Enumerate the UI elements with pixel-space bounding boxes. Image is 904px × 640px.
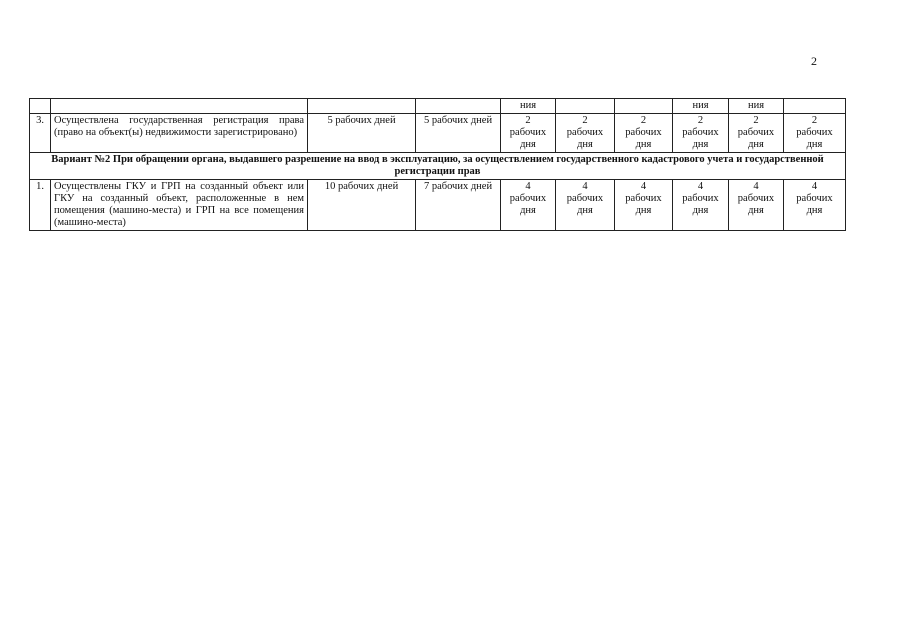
days-cell — [729, 114, 784, 153]
services-timeline-table — [29, 98, 846, 231]
days-number: 4 — [811, 181, 818, 192]
days-number: 2 — [753, 115, 759, 126]
variant-header-row — [30, 153, 846, 180]
days-word: дня — [520, 139, 536, 150]
days-unit: рабочих — [682, 193, 719, 204]
page-number: 2 — [811, 54, 817, 68]
days-number: 2 — [582, 115, 588, 126]
table-row — [30, 114, 846, 153]
days-unit: рабочих — [625, 193, 662, 204]
days-cell — [615, 180, 673, 231]
result-description: Осуществлены ГКУ и ГРП на созданный объект или ГКУ на созданный объект, расположенные в нем помещения (машино-места) и ГРП на все помещения (машино-места) — [51, 180, 308, 231]
days-cell — [784, 180, 846, 231]
term-reduced: 5 рабочих дней — [416, 114, 501, 153]
days-cell — [615, 114, 673, 153]
days-cell — [556, 180, 615, 231]
days-word: дня — [520, 205, 536, 216]
days-unit: рабочих — [566, 193, 604, 204]
days-word: дня — [748, 139, 764, 150]
days-unit: рабочих — [509, 193, 547, 204]
days-cell — [501, 180, 556, 231]
days-unit: рабочих — [509, 127, 547, 138]
continuation-cell — [416, 99, 501, 114]
days-unit: рабочих — [566, 127, 604, 138]
days-word: дня — [635, 139, 652, 150]
days-unit: рабочих — [796, 193, 833, 204]
days-word: дня — [635, 205, 652, 216]
days-number: 4 — [640, 181, 647, 192]
days-word: дня — [692, 139, 709, 150]
term-reduced: 7 рабочих дней — [416, 180, 501, 231]
table-row — [30, 180, 846, 231]
continuation-cell — [615, 99, 673, 114]
continuation-cell: ния — [501, 99, 556, 114]
days-cell — [784, 114, 846, 153]
days-word: дня — [806, 139, 823, 150]
days-word: дня — [748, 205, 764, 216]
days-unit: рабочих — [796, 127, 833, 138]
days-number: 2 — [525, 115, 531, 126]
term-standard: 10 рабочих дней — [308, 180, 416, 231]
days-word: дня — [692, 205, 709, 216]
continuation-cell — [51, 99, 308, 114]
days-unit: рабочих — [737, 127, 775, 138]
days-cell — [501, 114, 556, 153]
days-cell — [673, 180, 729, 231]
continuation-row — [30, 99, 846, 114]
days-cell — [673, 114, 729, 153]
days-number: 4 — [582, 181, 588, 192]
continuation-cell — [30, 99, 51, 114]
days-word: дня — [577, 139, 593, 150]
days-cell — [729, 180, 784, 231]
days-unit: рабочих — [682, 127, 719, 138]
term-standard: 5 рабочих дней — [308, 114, 416, 153]
days-word: дня — [577, 205, 593, 216]
days-unit: рабочих — [625, 127, 662, 138]
variant-header: Вариант №2 При обращении органа, выдавшего разрешение на ввод в эксплуатацию, за осуществлением государственного кадастрового учета и государственной регистрации прав — [30, 153, 846, 180]
days-number: 2 — [697, 115, 704, 126]
days-number: 4 — [753, 181, 759, 192]
days-number: 4 — [697, 181, 704, 192]
continuation-cell — [308, 99, 416, 114]
days-number: 2 — [811, 115, 818, 126]
continuation-cell: ния — [673, 99, 729, 114]
days-number: 4 — [525, 181, 531, 192]
row-number: 3. — [30, 114, 51, 153]
continuation-cell — [556, 99, 615, 114]
days-unit: рабочих — [737, 193, 775, 204]
result-description: Осуществлена государственная регистрация права (право на объект(ы) недвижимости зарегистрировано) — [51, 114, 308, 153]
days-number: 2 — [640, 115, 647, 126]
days-cell — [556, 114, 615, 153]
row-number: 1. — [30, 180, 51, 231]
days-word: дня — [806, 205, 823, 216]
continuation-cell — [784, 99, 846, 114]
continuation-cell: ния — [729, 99, 784, 114]
